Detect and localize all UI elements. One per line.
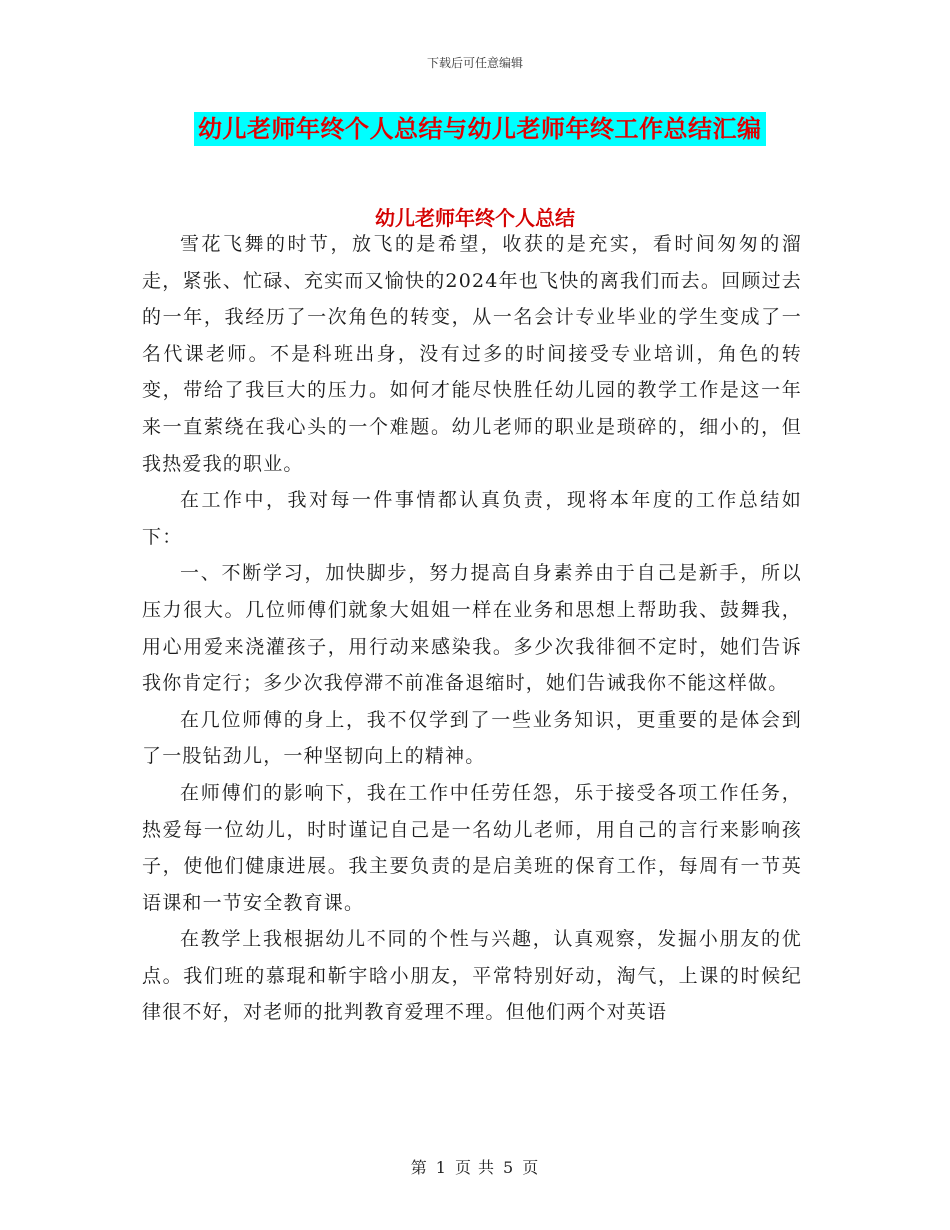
header-note: 下载后可任意编辑 — [426, 56, 523, 70]
page-number: 1 — [435, 1158, 447, 1177]
footer-prefix: 第 — [410, 1158, 428, 1177]
page-total: 5 — [503, 1158, 515, 1177]
body-text — [142, 226, 802, 1031]
paragraph: 在几位师傅的身上，我不仅学到了一些业务知识，更重要的是体会到了一股钻劲儿，一种坚韧向上的精神。 — [142, 708, 802, 768]
document-title: 幼儿老师年终个人总结与幼儿老师年终工作总结汇编 — [194, 112, 766, 146]
paragraph: 在教学上我根据幼儿不同的个性与兴趣，认真观察，发掘小朋友的优点。我们班的慕琨和靳宇晗小朋友，平常特别好动，淘气，上课的时候纪律很不好，对老师的批判教育爱理不理。但他们两个对英语 — [142, 928, 802, 1024]
footer-suffix: 页 — [522, 1158, 540, 1177]
paragraph: 在工作中，我对每一件事情都认真负责，现将本年度的工作总结如下： — [142, 489, 802, 548]
paragraph: 雪花飞舞的时节，放飞的是希望，收获的是充实，看时间匆匆的溜走，紧张、忙碌、充实而又愉快的2024年也飞快的离我们而去。回顾过去的一年，我经历了一次角色的转变，从一名会计专业毕业的学生变成了一名代课老师。不是科班出身，没有过多的时间接受专业培训，角色的转变，带给了我巨大的压力。如何才能尽快胜任幼儿园的教学工作是这一年来一直萦绕在我心头的一个难题。幼儿老师的职业是琐碎的，细小的，但我热爱我的职业。 — [142, 233, 802, 475]
paragraph: 一、不断学习，加快脚步，努力提高自身素养由于自己是新手，所以压力很大。几位师傅们就象大姐姐一样在业务和思想上帮助我、鼓舞我，用心用爱来浇灌孩子，用行动来感染我。多少次我徘徊不定时，她们告诉我你肯定行；多少次我停滞不前准备退缩时，她们告诫我你不能这样做。 — [142, 562, 802, 695]
footer-middle: 页 共 — [454, 1158, 496, 1177]
page-footer — [0, 1155, 950, 1178]
section-title: 幼儿老师年终个人总结 — [375, 206, 575, 230]
paragraph: 在师傅们的影响下，我在工作中任劳任怨，乐于接受各项工作任务，热爱每一位幼儿，时时谨记自己是一名幼儿老师，用自己的言行来影响孩子，使他们健康进展。我主要负责的是启美班的保育工作，每周有一节英语课和一节安全教育课。 — [142, 781, 802, 914]
